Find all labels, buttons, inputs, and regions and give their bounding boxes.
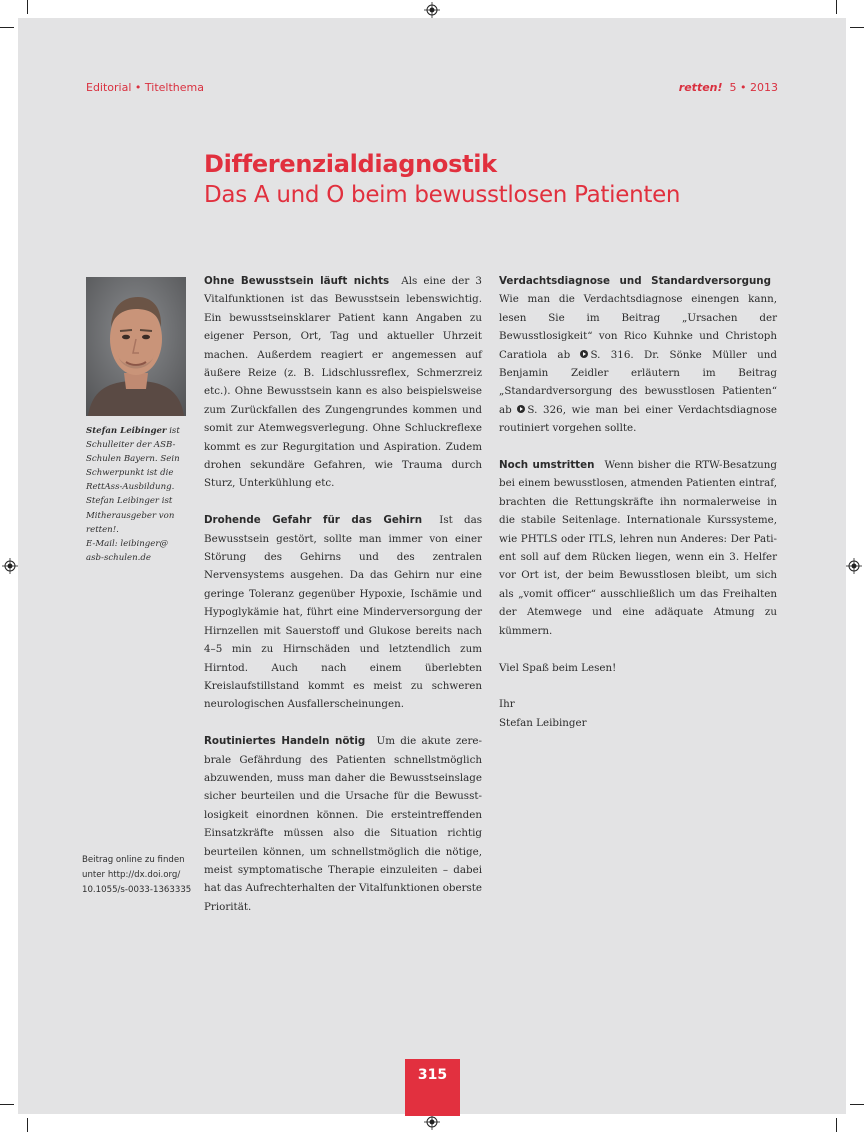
registration-mark-icon: [424, 2, 440, 18]
paragraph-heading: Ohne Bewusstsein läuft nichts: [204, 275, 390, 287]
crop-mark: [27, 1118, 28, 1132]
signature-greeting: Ihr: [499, 698, 515, 711]
signature: [499, 695, 777, 732]
paragraph: [499, 272, 777, 438]
crop-mark: [27, 0, 28, 14]
paragraph-text: Wenn bisher die RTW-Besatzung bei einem bewusstlosen, atmenden Patienten eintraf, brachten die Rettungskräfte ihn normalerweise in die stabile Seitenlage. Internationale Kurssysteme, wie PHTLS oder ITLS, lehren nun Anderes: Der Patient soll auf dem Rücken liegen, wenn ein 3. Helfer vor Ort ist, der beim Bewusstlosen bleibt, um sich als „vomit officer“ ausschließlich um das Freihalten der Atemwege und eine adäquate Atmung zu kümmern.: [499, 459, 777, 637]
paragraph: [204, 732, 482, 916]
issue-number: 5 • 2013: [729, 81, 778, 94]
crop-mark: [0, 27, 14, 28]
paragraph: [499, 456, 777, 640]
section-label: Editorial • Titelthema: [86, 81, 204, 94]
paragraph-text: Um die akute zerebrale Gefährdung des Patienten schnellstmöglich abzuwenden, muss man daher die Bewusstseinslage sicher beurteilen und die Ursache für die Bewusstlosigkeit einordnen können. Die ersteintreffenden Einsatzkräfte müssen also die Situation richtig beurteilen können, um schnellstmöglich die nötige, meist symptomatische Therapie einzuleiten – dabei hat das Aufrechterhalten der Vitalfunktionen oberste Priorität.: [204, 735, 483, 913]
article-subtitle: Das A und O beim bewusstlosen Patienten: [204, 182, 681, 208]
page-number: 315: [405, 1059, 460, 1116]
author-photo: [86, 277, 186, 416]
page-reference-arrow-icon: [580, 350, 588, 358]
registration-mark-icon: [2, 558, 18, 574]
author-caption: [86, 424, 190, 565]
paragraph: [204, 511, 482, 713]
author-bio: ist Schulleiter der ASB-Schulen Bayern. Sein Schwerpunkt ist die RettAss-Ausbildung. Stefan Leibinger ist Mitherausgeber von retten!.: [86, 426, 180, 535]
paragraph: [204, 272, 482, 493]
article-title: Differenzialdiagnostik: [204, 150, 497, 178]
crop-mark: [850, 27, 864, 28]
author-email-line2: asb-schulen.de: [86, 552, 151, 563]
crop-mark: [850, 1104, 864, 1105]
author-email-line1: E-Mail: leibinger@: [86, 538, 169, 549]
paragraph-heading: Routiniertes Handeln nötig: [204, 735, 366, 748]
doi-note: Beitrag online zu finden unter http://dx.doi.org/ 10.1055/s-0033-1363335: [82, 855, 192, 895]
author-name: Stefan Leibinger: [86, 426, 167, 436]
paragraph-heading: Verdachtsdiagnose und Standardversorgung: [499, 275, 771, 287]
crop-mark: [836, 1118, 837, 1132]
crop-mark: [0, 1104, 14, 1105]
page-reference: S. 316. Dr. Sönke Müller und Benjamin Zeidler erläutern im Beitrag „Standardversorgung des bewusstlosen Patienten“ ab: [499, 348, 777, 416]
paragraph-text: Als eine der 3 Vitalfunktionen ist das Bewusstsein lebenswichtig. Ein bewusstseinsklarer Patient kann Angaben zu eigener Person, Ort, Tag und aktueller Uhrzeit machen. Außerdem reagiert er angemessen auf äußere Reize (z. B. Lidschlussreflex, Schmerzreiz etc.). Ohne Bewusstsein kann es also beispielsweise zum Zurückfallen des Zungengrundes kommen und somit zur Atemwegsverlegung. Ohne Schluckreflexe kommt es zur Regurgitation und Aspiration. Zudem drohen sekundäre Gefahren, wie Trauma durch Sturz, Unterkühlung etc.: [204, 275, 482, 490]
text-column-left: [204, 272, 482, 916]
page-reference: S. 326, wie man bei einer Verdachtsdiagnose routiniert vorgehen sollte.: [499, 403, 777, 435]
paragraph-heading: Drohende Gefahr für das Gehirn: [204, 514, 423, 527]
text-column-right: [499, 272, 777, 732]
page-reference-arrow-icon: [517, 405, 525, 413]
issue-label: [679, 81, 778, 94]
closing-line: Viel Spaß beim Lesen!: [499, 661, 617, 674]
crop-mark: [836, 0, 837, 14]
registration-mark-icon: [846, 558, 862, 574]
paragraph-text: Wie man die Verdachtsdiagnose einengen kann, lesen Sie im Beitrag „Ursachen der Bewusstlosigkeit“ von Rico Kuhnke und Christoph Caratiola ab: [499, 293, 777, 361]
registration-mark-icon: [424, 1114, 440, 1130]
paragraph-text: Ist das Bewusstsein gestört, sollte man immer von einer Störung des Gehirns und des zentralen Nervensystems ausgehen. Da das Gehirn nur eine geringe Toleranz gegenüber Hypoxie, Ischämie und Hypoglykämie hat, führt eine Minderversorgung der Hirnzellen mit Sauerstoff und Glukose bereits nach 4–5 min zu Hirnschäden und letztendlich zum Hirntod. Auch nach einem überlebten Kreislaufstillstand kommt es meist zu schweren neurologischen Ausfallerscheinungen.: [204, 514, 482, 711]
magazine-name: retten!: [678, 81, 723, 94]
signature-name: Stefan Leibinger: [499, 716, 587, 729]
paragraph-heading: Noch umstritten: [499, 459, 595, 472]
